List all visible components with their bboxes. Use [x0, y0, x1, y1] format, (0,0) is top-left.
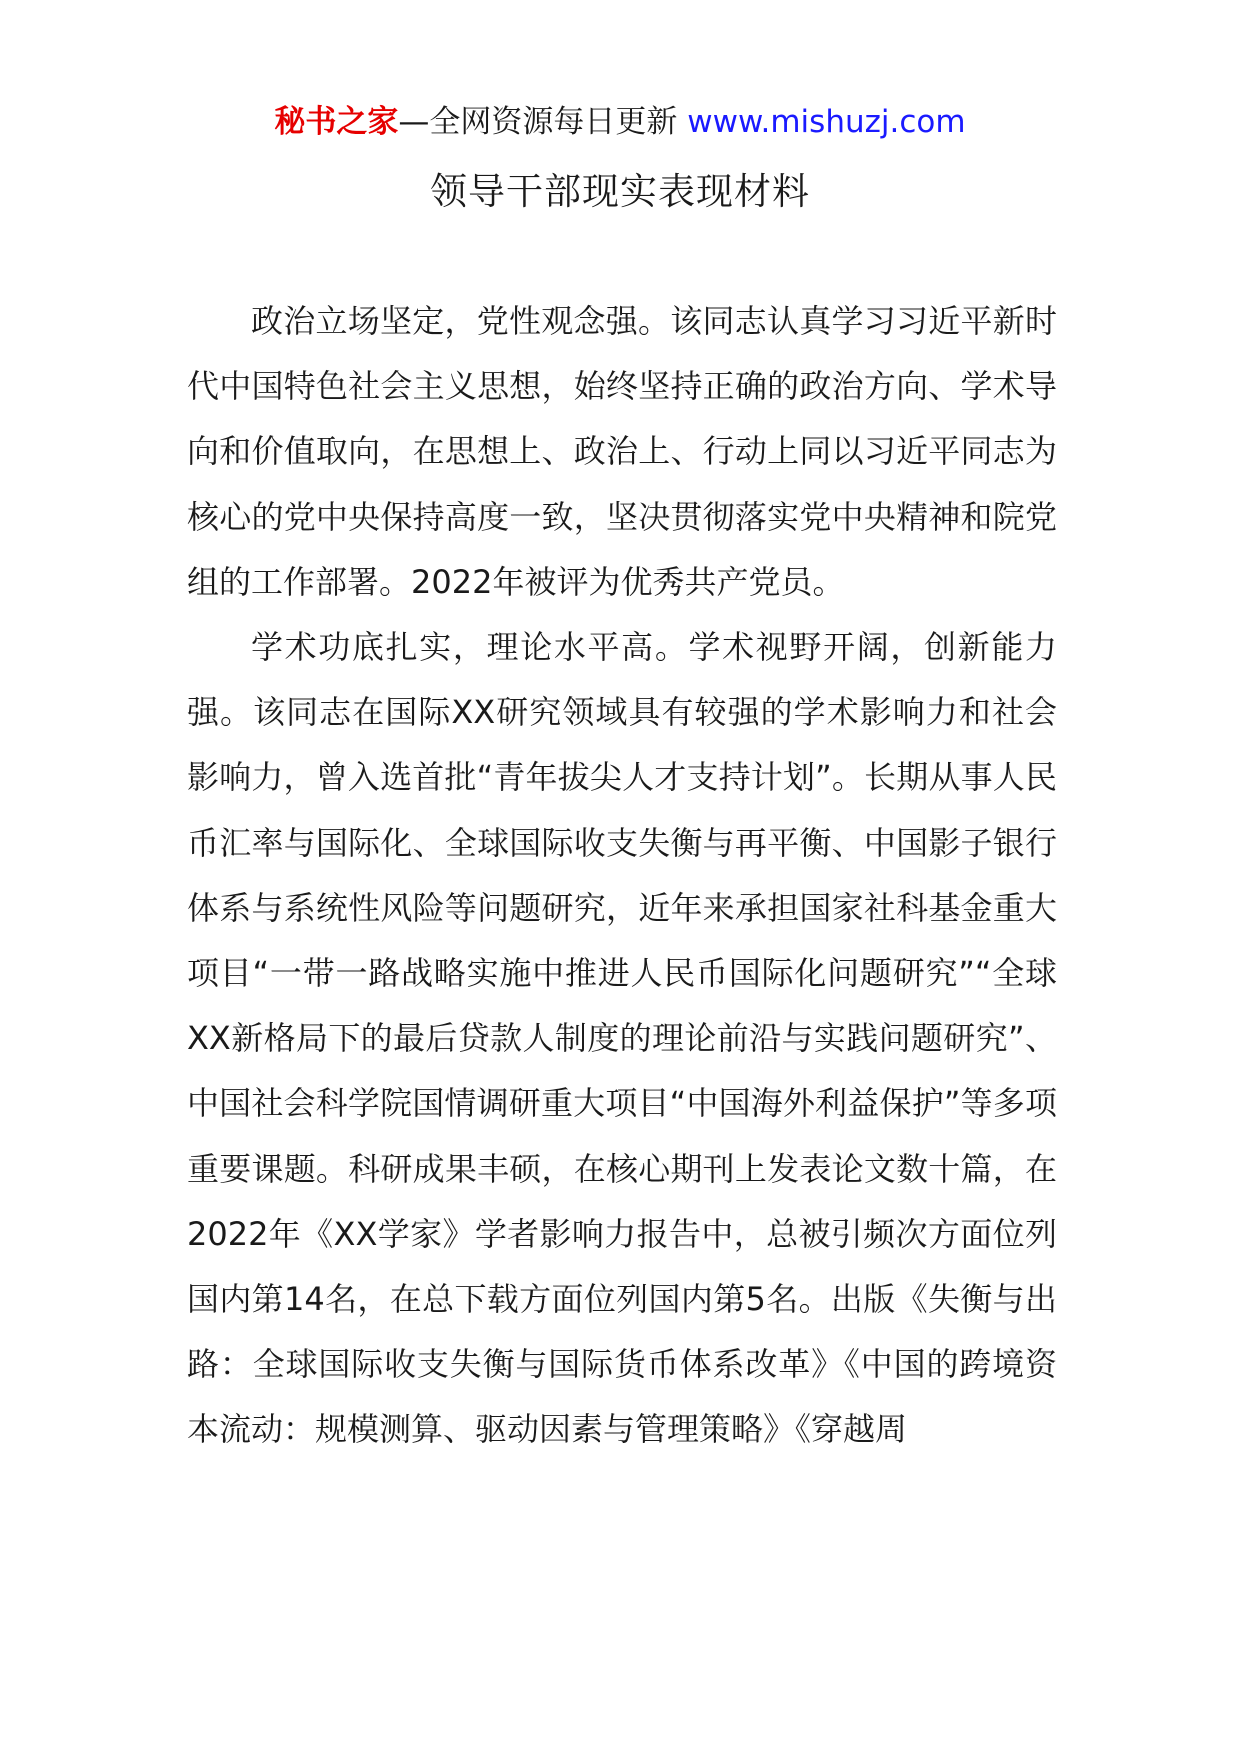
site-header [0, 100, 1240, 144]
document-body [187, 289, 1057, 1463]
paragraph-academic-foundation: 学术功底扎实，理论水平高。学术视野开阔，创新能力强。该同志在国际XX研究领域具有较强的学术影响力和社会影响力，曾入选首批“青年拔尖人才支持计划”。长期从事人民币汇率与国际化、全球国际收支失衡与再平衡、中国影子银行体系与系统性风险等问题研究，近年来承担国家社科基金重大项目“一带一路战略实施中推进人民币国际化问题研究”“全球XX新格局下的最后贷款人制度的理论前沿与实践问题研究”、中国社会科学院国情调研重大项目“中国海外利益保护”等多项重要课题。科研成果丰硕，在核心期刊上发表论文数十篇，在2022年《XX学家》学者影响力报告中，总被引频次方面位列国内第14名，在总下载方面位列国内第5名。出版《失衡与出路：全球国际收支失衡与国际货币体系改革》《中国的跨境资本流动：规模测算、驱动因素与管理策略》《穿越周 [187, 628, 1057, 1449]
paragraph-political-stance: 政治立场坚定，党性观念强。该同志认真学习习近平新时代中国特色社会主义思想，始终坚持正确的政治方向、学术导向和价值取向，在思想上、政治上、行动上同以习近平同志为核心的党中央保持高度一致，坚决贯彻落实党中央精神和院党组的工作部署。2022年被评为优秀共产党员。 [187, 302, 1057, 601]
site-brand: 秘书之家 [274, 104, 399, 140]
site-url-link[interactable]: www.mishuzj.com [687, 104, 966, 140]
document-title: 领导干部现实表现材料 [430, 170, 810, 213]
site-tagline: —全网资源每日更新 [398, 104, 688, 140]
